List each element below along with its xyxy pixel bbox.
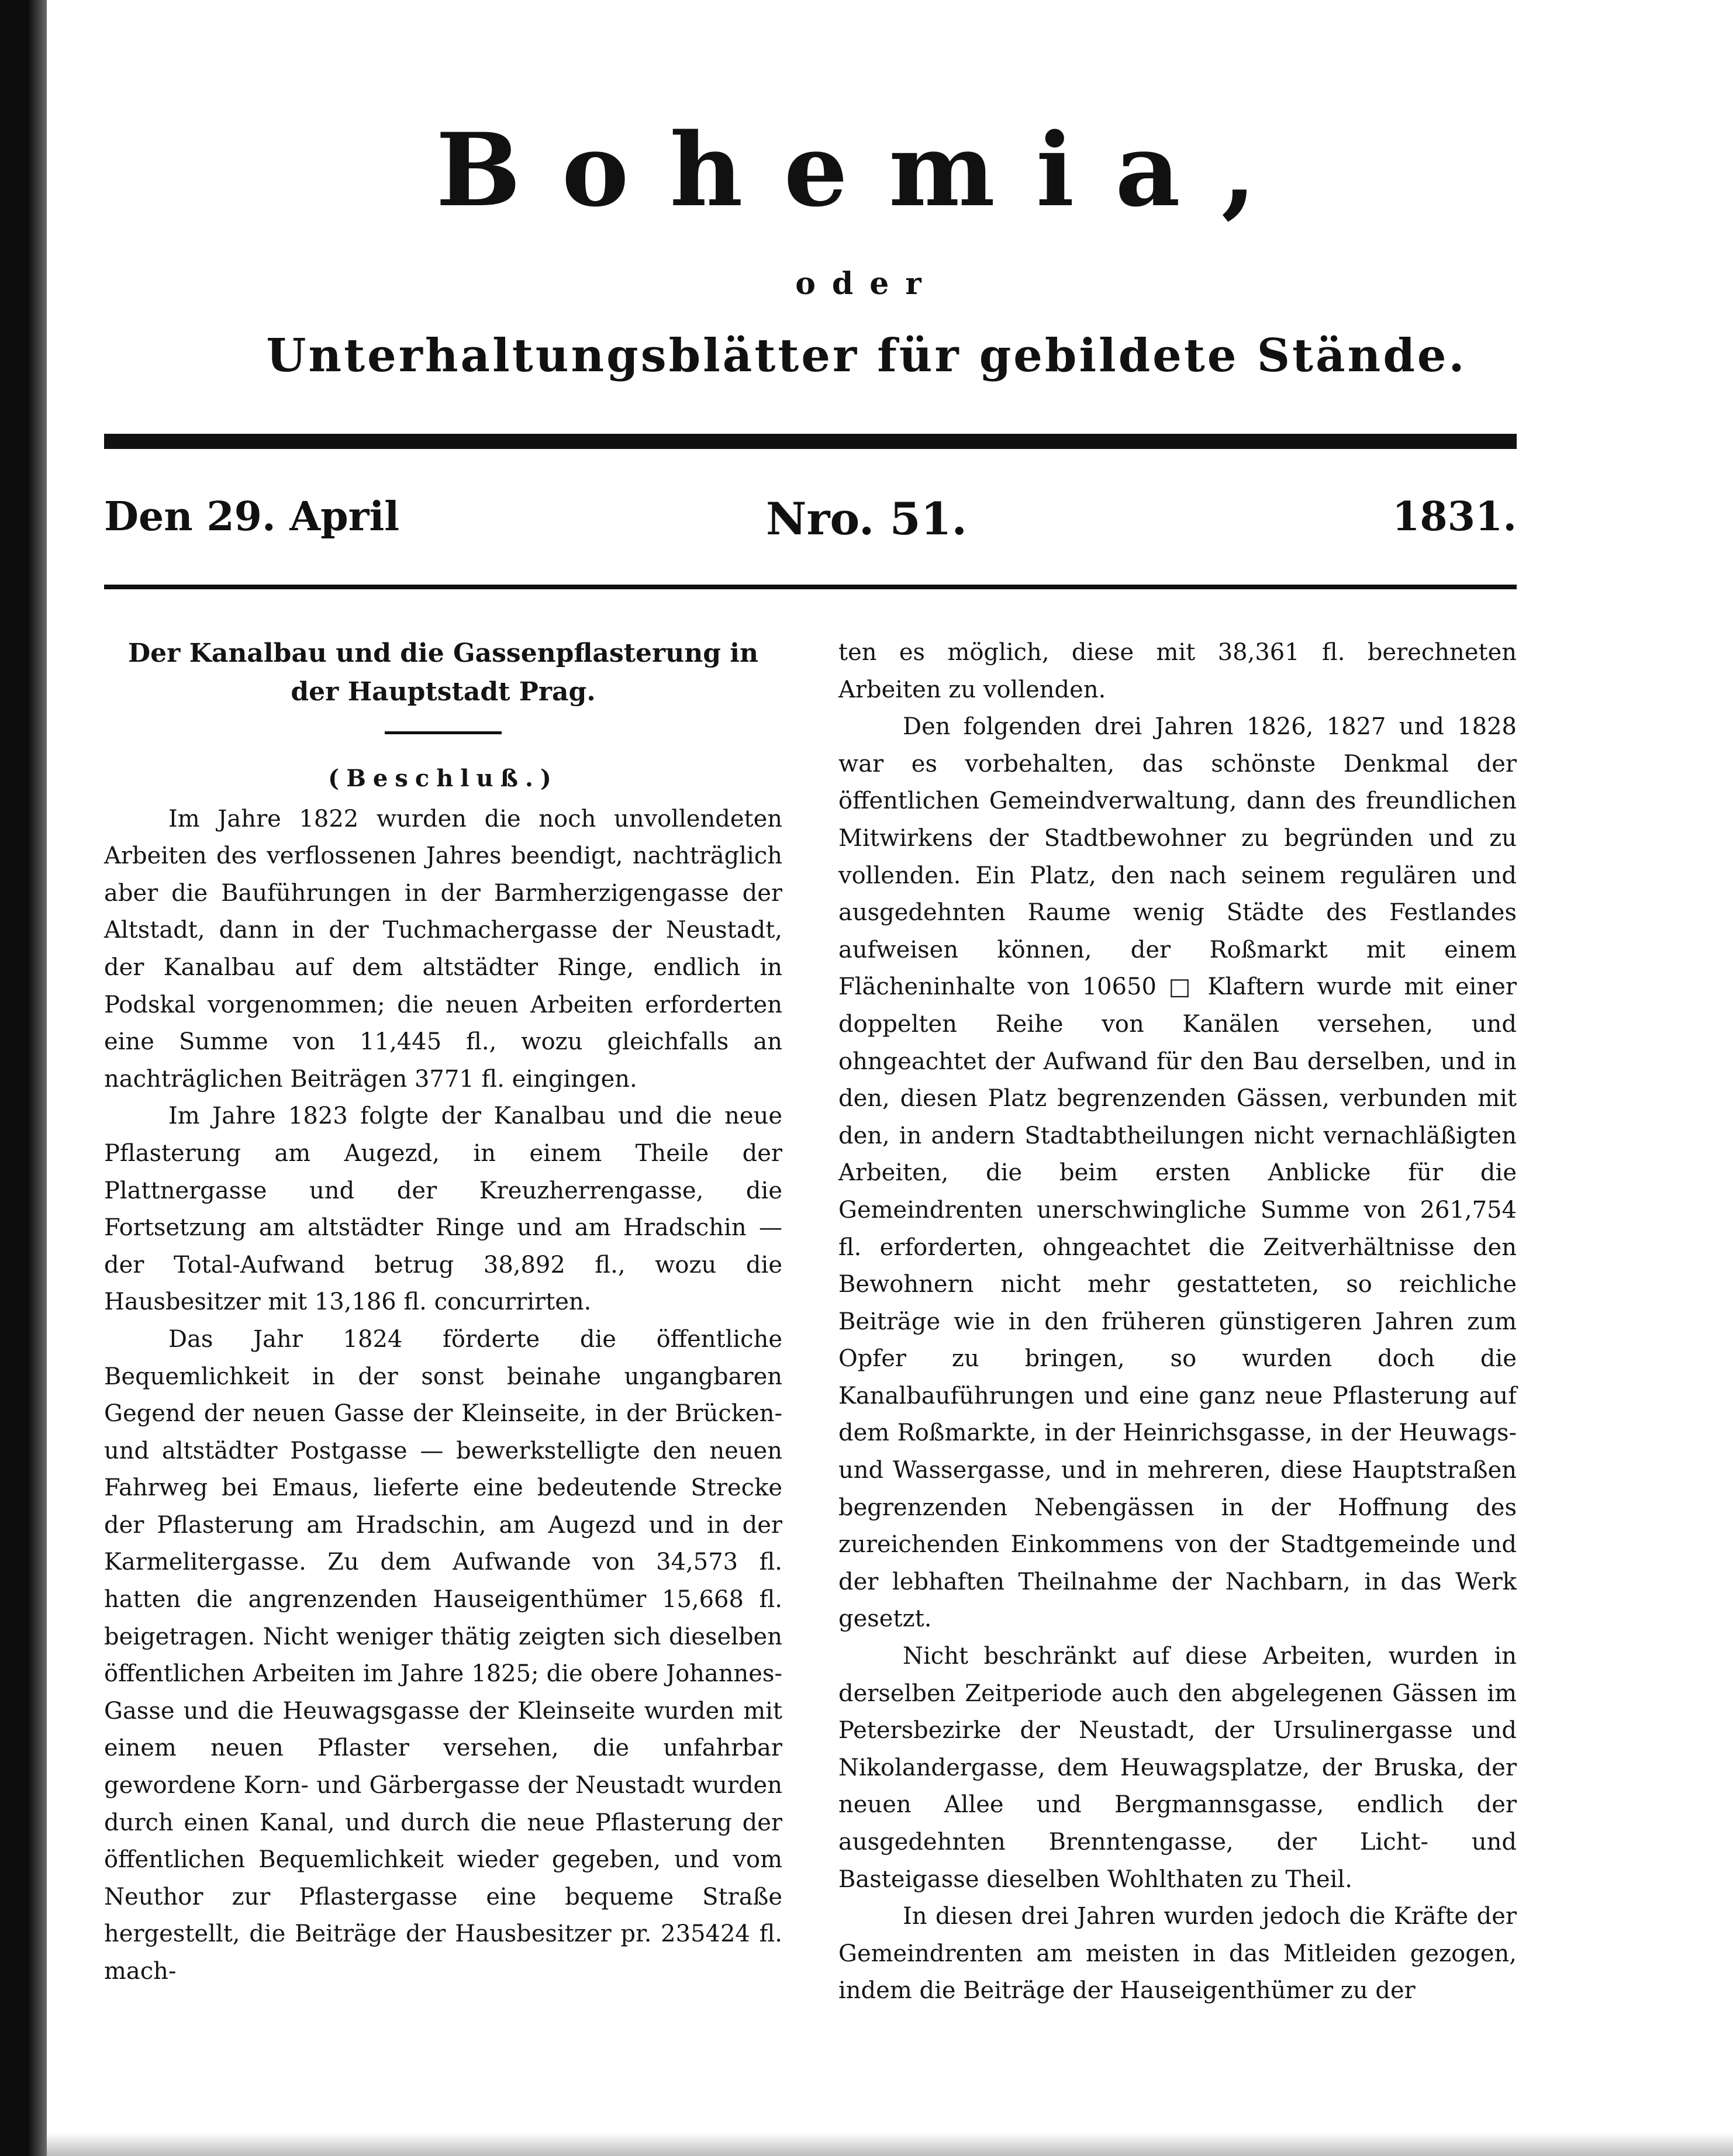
issue-number: Nro. 51. [765,493,967,545]
left-column [104,634,782,1991]
issue-date: Den 29. April [104,493,400,540]
paragraph: In diesen drei Jahren wurden jedoch die Kräfte der Gemeindrenten am meisten in das Mitleiden gezogen, indem die Beiträge der Hauseigenthümer zu der [838,1903,1517,2005]
masthead-title: Bohemia, [436,110,1297,229]
article-title: Der Kanalbau und die Gassenpflasterung in der Hauptstadt Prag. [128,638,758,707]
paragraph: Den folgenden drei Jahren 1826, 1827 und 1828 war es vorbehalten, das schönste Denkmal der öffentlichen Gemeindverwaltung, dann des freundlichen Mitwirkens der Stadtbewohner zu begründen und zu vollenden. Ein Platz, den nach seinem regulären und ausgedehnten Raume wenig Städte des Festlandes aufweisen können, der Roßmarkt mit einem Flächeninhalte von 10650 □ Klaftern wurde mit einer doppelten Reihe von Kanälen versehen, und ohngeachtet der Aufwand für den Bau derselben, und in den, diesen Platz begrenzenden Gässen, verbunden mit den, in andern Stadtabtheilungen nicht vernachläßigten Arbeiten, die beim ersten Anblicke für die Gemeindrenten unerschwingliche Summe von 261,754 fl. erforderten, ohngeachtet die Zeitverhältnisse den Bewohnern nicht mehr gestatteten, so reichliche Beiträge wie in den früheren günstigeren Jahren zum Opfer zu bringen, so wurden doch die Kanalbauführungen und eine ganz neue Pflasterung auf dem Roßmarkte, in der Heinrichsgasse, in der Heuwags- und Wassergasse, und in mehreren, diese Hauptstraßen begrenzenden Nebengässen in der Hoffnung des zureichenden Einkommens von der Stadtgemeinde und der lebhaften Theilnahme der Nachbarn, in das Werk gesetzt. [838,713,1517,1633]
paragraph: Im Jahre 1823 folgte der Kanalbau und die neue Pflasterung am Augezd, in einem Theile der Plattnergasse und der Kreuzherrengasse, die Fortsetzung am altstädter Ringe und am Hradschin — der Total-Aufwand betrug 38,892 fl., wozu die Hausbesitzer mit 13,186 fl. concurrirten. [104,1103,782,1316]
paragraph: ten es möglich, diese mit 38,361 fl. berechneten Arbeiten zu vollenden. [838,639,1517,703]
masthead-subtitle: Unterhaltungsblätter für gebildete Stände. [266,329,1467,382]
dateline-rule [104,585,1517,589]
continuation-marker: (Beschluß.) [328,765,558,792]
paragraph: Das Jahr 1824 förderte die öffentliche Bequemlichkeit in der sonst beinahe ungangbaren Gegend der neuen Gasse der Kleinseite, in der Brücken- und altstädter Postgasse — bewerkstelligte den neuen Fahrweg bei Emaus, lieferte eine bedeutende Strecke der Pflasterung am Hradschin, am Augezd und in der Karmelitergasse. Zu dem Aufwande von 34,573 fl. hatten die angrenzenden Hauseigenthümer 15,668 fl. beigetragen. Nicht weniger thätig zeigten sich dieselben öffentlichen Arbeiten im Jahre 1825; die obere Johannes-Gasse und die Heuwagsgasse der Kleinseite wurden mit einem neuen Pflaster versehen, die unfahrbar gewordene Korn- und Gärbergasse der Neustadt wurden durch einen Kanal, und durch die neue Pflasterung der öffentlichen Bequemlichkeit wieder gegeben, und vom Neuthor zur Pflastergasse eine bequeme Straße hergestellt, die Beiträge der Hausbesitzer pr. 235424 fl. mach- [104,1325,782,1985]
title-divider [385,731,502,734]
right-column [838,634,1517,2010]
paragraph: Im Jahre 1822 wurden die noch unvollendeten Arbeiten des verflossenen Jahres beendigt, nachträglich aber die Bauführungen in der Barmherzigengasse der Altstadt, dann in der Tuchmachergasse der Neustadt, der Kanalbau auf dem altstädter Ringe, endlich in Podskal vorgenommen; die neuen Arbeiten erforderten eine Summe von 11,445 fl., wozu gleichfalls an nachträglichen Beiträgen 3771 fl. eingingen. [104,805,782,1093]
masthead-connector: oder [795,266,938,302]
issue-year: 1831. [1392,493,1517,540]
paragraph: Nicht beschränkt auf diese Arbeiten, wurden in derselben Zeitperiode auch den abgelegenen Gässen im Petersbezirke der Neustadt, der Ursulinergasse und Nikolandergasse, dem Heuwagsplatze, der Bruska, der neuen Allee und Bergmannsgasse, endlich der ausgedehnten Brenntengasse, der Licht- und Basteigasse dieselben Wohlthaten zu Theil. [838,1643,1517,1893]
masthead-rule [104,434,1517,449]
